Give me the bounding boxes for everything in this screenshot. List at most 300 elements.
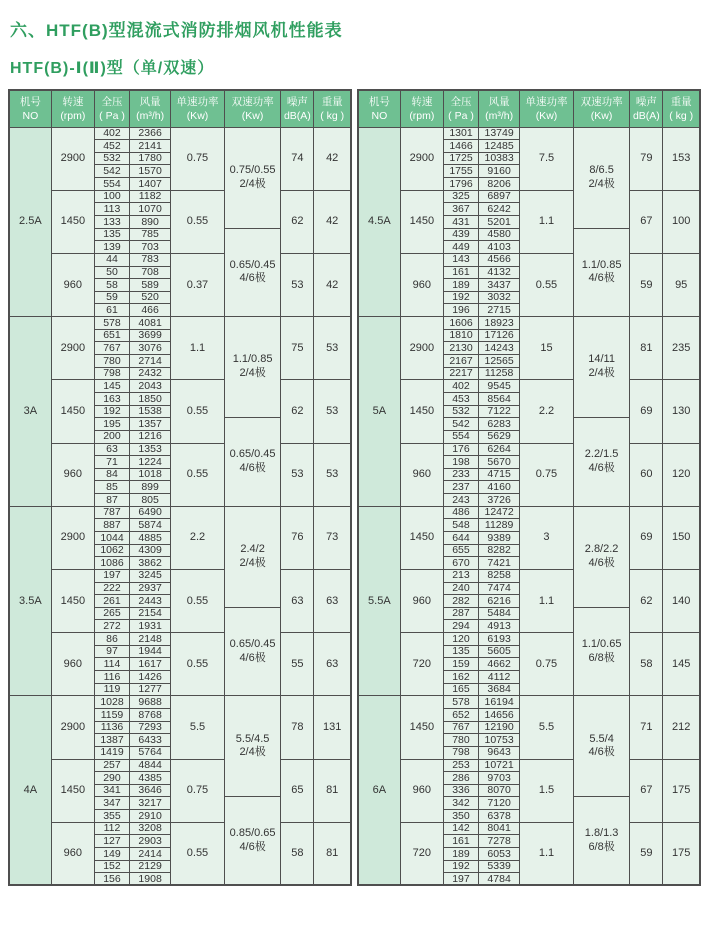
pressure-cell: 486 bbox=[443, 506, 478, 519]
volume-cell: 8206 bbox=[479, 178, 520, 191]
volume-cell: 16194 bbox=[479, 696, 520, 709]
dual-power-poles: 6/8极 bbox=[588, 651, 615, 664]
rpm-cell: 1450 bbox=[400, 380, 443, 443]
dual-power-kw: 0.65/0.45 bbox=[229, 448, 276, 461]
single-power-cell: 0.75 bbox=[520, 443, 574, 506]
dual-power-kw: 1.8/1.3 bbox=[584, 827, 619, 840]
model-cell: 3.5A bbox=[9, 506, 51, 696]
pressure-cell: 145 bbox=[94, 380, 129, 393]
dual-power-kw: 2.2/1.5 bbox=[584, 448, 619, 461]
dual-power-poles: 4/6极 bbox=[588, 746, 615, 759]
volume-cell: 7122 bbox=[479, 405, 520, 418]
dual-power-cell bbox=[224, 127, 281, 228]
pressure-cell: 1062 bbox=[94, 544, 129, 557]
weight-cell: 81 bbox=[314, 822, 351, 885]
noise-cell: 63 bbox=[281, 569, 314, 632]
volume-cell: 3076 bbox=[130, 342, 171, 355]
volume-cell: 2714 bbox=[130, 355, 171, 368]
single-power-cell: 2.2 bbox=[171, 506, 225, 569]
pressure-cell: 554 bbox=[443, 430, 478, 443]
volume-cell: 783 bbox=[130, 253, 171, 266]
volume-cell: 10721 bbox=[479, 759, 520, 772]
pressure-cell: 887 bbox=[94, 519, 129, 532]
noise-cell: 58 bbox=[281, 822, 314, 885]
model-cell: 4A bbox=[9, 696, 51, 886]
dual-power-kw: 0.75/0.55 bbox=[229, 163, 276, 176]
volume-cell: 7293 bbox=[130, 721, 171, 734]
pressure-cell: 261 bbox=[94, 595, 129, 608]
volume-cell: 2043 bbox=[130, 380, 171, 393]
pressure-cell: 2167 bbox=[443, 355, 478, 368]
noise-cell: 65 bbox=[281, 759, 314, 822]
rpm-cell: 2900 bbox=[51, 317, 94, 380]
pressure-cell: 159 bbox=[443, 658, 478, 671]
pressure-cell: 1136 bbox=[94, 721, 129, 734]
volume-cell: 4844 bbox=[130, 759, 171, 772]
pressure-cell: 644 bbox=[443, 532, 478, 545]
volume-cell: 11258 bbox=[479, 367, 520, 380]
volume-cell: 1538 bbox=[130, 405, 171, 418]
weight-cell: 130 bbox=[663, 380, 700, 443]
volume-cell: 8041 bbox=[479, 822, 520, 835]
volume-cell: 2432 bbox=[130, 367, 171, 380]
volume-cell: 14656 bbox=[479, 708, 520, 721]
col-header-noise-label: 噪声 bbox=[635, 95, 657, 108]
pressure-cell: 290 bbox=[94, 772, 129, 785]
noise-cell: 58 bbox=[630, 633, 663, 696]
col-header-weight bbox=[314, 90, 351, 127]
volume-cell: 4112 bbox=[479, 671, 520, 684]
single-power-cell: 0.55 bbox=[171, 380, 225, 443]
pressure-cell: 1301 bbox=[443, 127, 478, 140]
pressure-cell: 798 bbox=[443, 746, 478, 759]
col-header-model-unit: NO bbox=[371, 109, 388, 122]
rpm-cell: 1450 bbox=[400, 506, 443, 569]
weight-cell: 140 bbox=[663, 569, 700, 632]
pressure-cell: 161 bbox=[443, 266, 478, 279]
pressure-cell: 192 bbox=[94, 405, 129, 418]
pressure-cell: 196 bbox=[443, 304, 478, 317]
col-header-rpm bbox=[51, 90, 94, 127]
model-cell: 6A bbox=[358, 696, 400, 886]
pressure-cell: 554 bbox=[94, 178, 129, 191]
pressure-cell: 133 bbox=[94, 215, 129, 228]
pressure-cell: 127 bbox=[94, 835, 129, 848]
volume-cell: 2414 bbox=[130, 848, 171, 861]
col-header-pressure-unit: ( Pa ) bbox=[99, 109, 125, 122]
pressure-cell: 402 bbox=[443, 380, 478, 393]
volume-cell: 9643 bbox=[479, 746, 520, 759]
volume-cell: 1357 bbox=[130, 418, 171, 431]
volume-cell: 8258 bbox=[479, 569, 520, 582]
pressure-cell: 58 bbox=[94, 279, 129, 292]
single-power-cell: 0.55 bbox=[171, 190, 225, 253]
fan-performance-table-right bbox=[357, 89, 701, 886]
volume-cell: 1426 bbox=[130, 671, 171, 684]
weight-cell: 175 bbox=[663, 822, 700, 885]
volume-cell: 703 bbox=[130, 241, 171, 254]
volume-cell: 1908 bbox=[130, 873, 171, 886]
volume-cell: 2141 bbox=[130, 140, 171, 153]
pressure-cell: 143 bbox=[443, 253, 478, 266]
dual-power-poles: 4/6极 bbox=[239, 272, 266, 285]
volume-cell: 1224 bbox=[130, 456, 171, 469]
volume-cell: 466 bbox=[130, 304, 171, 317]
volume-cell: 5670 bbox=[479, 456, 520, 469]
rpm-cell: 2900 bbox=[51, 696, 94, 759]
noise-cell: 55 bbox=[281, 633, 314, 696]
noise-cell: 79 bbox=[630, 127, 663, 190]
volume-cell: 4715 bbox=[479, 468, 520, 481]
dual-power-poles: 6/8极 bbox=[588, 840, 615, 853]
pressure-cell: 452 bbox=[94, 140, 129, 153]
noise-cell: 62 bbox=[281, 380, 314, 443]
pressure-cell: 176 bbox=[443, 443, 478, 456]
pressure-cell: 1725 bbox=[443, 152, 478, 165]
col-header-single-power bbox=[171, 90, 225, 127]
weight-cell: 100 bbox=[663, 190, 700, 253]
weight-cell: 131 bbox=[314, 696, 351, 759]
performance-tables bbox=[8, 89, 701, 886]
pressure-cell: 542 bbox=[443, 418, 478, 431]
col-header-dual-power-label: 双速功率 bbox=[231, 95, 274, 108]
volume-cell: 14243 bbox=[479, 342, 520, 355]
rpm-cell: 2900 bbox=[51, 127, 94, 190]
page-title: 六、HTF(B)型混流式消防排烟风机性能表 bbox=[10, 21, 343, 40]
volume-cell: 10753 bbox=[479, 734, 520, 747]
col-header-single-power-unit: (Kw) bbox=[186, 109, 209, 122]
pressure-cell: 1810 bbox=[443, 329, 478, 342]
dual-power-cell bbox=[224, 696, 281, 797]
pressure-cell: 100 bbox=[94, 190, 129, 203]
volume-cell: 8282 bbox=[479, 544, 520, 557]
rpm-cell: 960 bbox=[51, 633, 94, 696]
rpm-cell: 1450 bbox=[400, 190, 443, 253]
volume-cell: 1850 bbox=[130, 392, 171, 405]
dual-power-cell bbox=[573, 228, 630, 316]
volume-cell: 3862 bbox=[130, 557, 171, 570]
rpm-cell: 960 bbox=[400, 443, 443, 506]
pressure-cell: 97 bbox=[94, 645, 129, 658]
pressure-cell: 670 bbox=[443, 557, 478, 570]
pressure-cell: 86 bbox=[94, 633, 129, 646]
single-power-cell: 0.55 bbox=[520, 253, 574, 316]
dual-power-poles: 2/4极 bbox=[239, 746, 266, 759]
volume-cell: 3726 bbox=[479, 494, 520, 507]
dual-power-kw: 0.65/0.45 bbox=[229, 637, 276, 650]
single-power-cell: 1.5 bbox=[520, 759, 574, 822]
volume-cell: 5764 bbox=[130, 746, 171, 759]
volume-cell: 3245 bbox=[130, 569, 171, 582]
noise-cell: 62 bbox=[281, 190, 314, 253]
volume-cell: 520 bbox=[130, 291, 171, 304]
pressure-cell: 342 bbox=[443, 797, 478, 810]
volume-cell: 6053 bbox=[479, 848, 520, 861]
col-header-volume-label: 风量 bbox=[488, 95, 510, 108]
single-power-cell: 0.75 bbox=[520, 633, 574, 696]
volume-cell: 9389 bbox=[479, 532, 520, 545]
rpm-cell: 1450 bbox=[51, 569, 94, 632]
weight-cell: 73 bbox=[314, 506, 351, 569]
page-subtitle: HTF(B)-Ⅰ(Ⅱ)型（单/双速） bbox=[10, 60, 215, 77]
volume-cell: 589 bbox=[130, 279, 171, 292]
single-power-cell: 5.5 bbox=[520, 696, 574, 759]
pressure-cell: 532 bbox=[443, 405, 478, 418]
single-power-cell: 0.75 bbox=[171, 127, 225, 190]
single-power-cell: 0.55 bbox=[171, 633, 225, 696]
volume-cell: 899 bbox=[130, 481, 171, 494]
volume-cell: 5201 bbox=[479, 215, 520, 228]
volume-cell: 7474 bbox=[479, 582, 520, 595]
volume-cell: 1931 bbox=[130, 620, 171, 633]
pressure-cell: 197 bbox=[94, 569, 129, 582]
noise-cell: 53 bbox=[281, 253, 314, 316]
volume-cell: 4385 bbox=[130, 772, 171, 785]
weight-cell: 42 bbox=[314, 253, 351, 316]
noise-cell: 60 bbox=[630, 443, 663, 506]
volume-cell: 6242 bbox=[479, 203, 520, 216]
noise-cell: 69 bbox=[630, 506, 663, 569]
pressure-cell: 114 bbox=[94, 658, 129, 671]
col-header-weight bbox=[663, 90, 700, 127]
pressure-cell: 192 bbox=[443, 291, 478, 304]
noise-cell: 62 bbox=[630, 569, 663, 632]
volume-cell: 3699 bbox=[130, 329, 171, 342]
weight-cell: 53 bbox=[314, 380, 351, 443]
dual-power-cell bbox=[224, 607, 281, 695]
volume-cell: 708 bbox=[130, 266, 171, 279]
volume-cell: 9688 bbox=[130, 696, 171, 709]
pressure-cell: 787 bbox=[94, 506, 129, 519]
col-header-volume bbox=[479, 90, 520, 127]
col-header-weight-label: 重量 bbox=[670, 95, 692, 108]
pressure-cell: 431 bbox=[443, 215, 478, 228]
volume-cell: 10383 bbox=[479, 152, 520, 165]
col-header-noise bbox=[281, 90, 314, 127]
rpm-cell: 2900 bbox=[400, 317, 443, 380]
weight-cell: 150 bbox=[663, 506, 700, 569]
weight-cell: 81 bbox=[314, 759, 351, 822]
weight-cell: 63 bbox=[314, 633, 351, 696]
dual-power-kw: 8/6.5 bbox=[589, 163, 614, 176]
dual-power-kw: 2.4/2 bbox=[240, 543, 265, 556]
pressure-cell: 139 bbox=[94, 241, 129, 254]
col-header-volume-label: 风量 bbox=[139, 95, 161, 108]
volume-cell: 7278 bbox=[479, 835, 520, 848]
col-header-pressure bbox=[94, 90, 129, 127]
weight-cell: 63 bbox=[314, 569, 351, 632]
pressure-cell: 367 bbox=[443, 203, 478, 216]
weight-cell: 53 bbox=[314, 443, 351, 506]
dual-power-poles: 2/4极 bbox=[239, 367, 266, 380]
col-header-rpm-unit: (rpm) bbox=[60, 109, 86, 122]
col-header-dual-power bbox=[573, 90, 630, 127]
volume-cell: 5484 bbox=[479, 607, 520, 620]
pressure-cell: 1606 bbox=[443, 317, 478, 330]
col-header-volume-unit: (m³/h) bbox=[485, 109, 514, 122]
rpm-cell: 2900 bbox=[400, 127, 443, 190]
pressure-cell: 116 bbox=[94, 671, 129, 684]
volume-cell: 6490 bbox=[130, 506, 171, 519]
volume-cell: 4132 bbox=[479, 266, 520, 279]
rpm-cell: 2900 bbox=[51, 506, 94, 569]
volume-cell: 7421 bbox=[479, 557, 520, 570]
dual-power-poles: 4/6极 bbox=[239, 461, 266, 474]
dual-power-poles: 4/6极 bbox=[588, 556, 615, 569]
pressure-cell: 1419 bbox=[94, 746, 129, 759]
dual-power-cell bbox=[224, 506, 281, 607]
volume-cell: 12485 bbox=[479, 140, 520, 153]
pressure-cell: 113 bbox=[94, 203, 129, 216]
noise-cell: 76 bbox=[281, 506, 314, 569]
weight-cell: 235 bbox=[663, 317, 700, 380]
model-cell: 4.5A bbox=[358, 127, 400, 317]
model-cell: 5.5A bbox=[358, 506, 400, 696]
pressure-cell: 44 bbox=[94, 253, 129, 266]
volume-cell: 2366 bbox=[130, 127, 171, 140]
dual-power-cell bbox=[573, 797, 630, 885]
volume-cell: 5874 bbox=[130, 519, 171, 532]
volume-cell: 3208 bbox=[130, 822, 171, 835]
noise-cell: 78 bbox=[281, 696, 314, 759]
pressure-cell: 2130 bbox=[443, 342, 478, 355]
volume-cell: 4580 bbox=[479, 228, 520, 241]
col-header-single-power-label: 单速功率 bbox=[176, 95, 219, 108]
dual-power-cell bbox=[573, 607, 630, 695]
pressure-cell: 272 bbox=[94, 620, 129, 633]
col-header-rpm-label: 转速 bbox=[411, 95, 433, 108]
volume-cell: 1617 bbox=[130, 658, 171, 671]
pressure-cell: 767 bbox=[94, 342, 129, 355]
volume-cell: 1570 bbox=[130, 165, 171, 178]
single-power-cell: 1.1 bbox=[171, 317, 225, 380]
dual-power-kw: 2.8/2.2 bbox=[584, 543, 619, 556]
pressure-cell: 294 bbox=[443, 620, 478, 633]
dual-power-kw: 1.1/0.85 bbox=[581, 258, 622, 271]
volume-cell: 4309 bbox=[130, 544, 171, 557]
weight-cell: 42 bbox=[314, 190, 351, 253]
pressure-cell: 532 bbox=[94, 152, 129, 165]
col-header-single-power-unit: (Kw) bbox=[535, 109, 558, 122]
volume-cell: 9703 bbox=[479, 772, 520, 785]
noise-cell: 69 bbox=[630, 380, 663, 443]
pressure-cell: 325 bbox=[443, 190, 478, 203]
single-power-cell: 1.1 bbox=[520, 190, 574, 253]
volume-cell: 7120 bbox=[479, 797, 520, 810]
col-header-model-label: 机号 bbox=[19, 95, 41, 108]
dual-power-cell bbox=[224, 228, 281, 316]
pressure-cell: 780 bbox=[443, 734, 478, 747]
volume-cell: 1070 bbox=[130, 203, 171, 216]
rpm-cell: 1450 bbox=[400, 696, 443, 759]
pressure-cell: 135 bbox=[443, 645, 478, 658]
dual-power-cell bbox=[573, 696, 630, 797]
dual-power-poles: 4/6极 bbox=[588, 272, 615, 285]
dual-power-poles: 2/4极 bbox=[239, 177, 266, 190]
pressure-cell: 112 bbox=[94, 822, 129, 835]
rpm-cell: 720 bbox=[400, 633, 443, 696]
col-header-noise-label: 噪声 bbox=[286, 95, 308, 108]
volume-cell: 4566 bbox=[479, 253, 520, 266]
dual-power-cell bbox=[573, 317, 630, 418]
volume-cell: 6283 bbox=[479, 418, 520, 431]
noise-cell: 67 bbox=[630, 190, 663, 253]
single-power-cell: 0.55 bbox=[171, 443, 225, 506]
volume-cell: 4160 bbox=[479, 481, 520, 494]
col-header-model-label: 机号 bbox=[368, 95, 390, 108]
single-power-cell: 2.2 bbox=[520, 380, 574, 443]
volume-cell: 5339 bbox=[479, 860, 520, 873]
volume-cell: 2715 bbox=[479, 304, 520, 317]
pressure-cell: 767 bbox=[443, 721, 478, 734]
pressure-cell: 61 bbox=[94, 304, 129, 317]
col-header-model-unit: NO bbox=[22, 109, 39, 122]
volume-cell: 2910 bbox=[130, 810, 171, 823]
volume-cell: 3646 bbox=[130, 784, 171, 797]
volume-cell: 5605 bbox=[479, 645, 520, 658]
col-header-dual-power bbox=[224, 90, 281, 127]
volume-cell: 3684 bbox=[479, 683, 520, 696]
pressure-cell: 1028 bbox=[94, 696, 129, 709]
pressure-cell: 71 bbox=[94, 456, 129, 469]
pressure-cell: 780 bbox=[94, 355, 129, 368]
col-header-pressure bbox=[443, 90, 478, 127]
pressure-cell: 1159 bbox=[94, 708, 129, 721]
volume-cell: 1277 bbox=[130, 683, 171, 696]
weight-cell: 145 bbox=[663, 633, 700, 696]
col-header-pressure-label: 全压 bbox=[101, 95, 123, 108]
pressure-cell: 50 bbox=[94, 266, 129, 279]
rpm-cell: 960 bbox=[400, 759, 443, 822]
single-power-cell: 5.5 bbox=[171, 696, 225, 759]
pressure-cell: 449 bbox=[443, 241, 478, 254]
weight-cell: 42 bbox=[314, 127, 351, 190]
pressure-cell: 257 bbox=[94, 759, 129, 772]
col-header-dual-power-unit: (Kw) bbox=[241, 109, 264, 122]
volume-cell: 3217 bbox=[130, 797, 171, 810]
weight-cell: 53 bbox=[314, 317, 351, 380]
volume-cell: 2443 bbox=[130, 595, 171, 608]
dual-power-poles: 2/4极 bbox=[588, 367, 615, 380]
volume-cell: 6264 bbox=[479, 443, 520, 456]
model-cell: 5A bbox=[358, 317, 400, 507]
pressure-cell: 161 bbox=[443, 835, 478, 848]
dual-power-kw: 1.1/0.65 bbox=[581, 637, 622, 650]
dual-power-cell bbox=[224, 418, 281, 506]
pressure-cell: 542 bbox=[94, 165, 129, 178]
volume-cell: 2148 bbox=[130, 633, 171, 646]
pressure-cell: 156 bbox=[94, 873, 129, 886]
pressure-cell: 651 bbox=[94, 329, 129, 342]
volume-cell: 1353 bbox=[130, 443, 171, 456]
col-header-pressure-unit: ( Pa ) bbox=[448, 109, 474, 122]
pressure-cell: 197 bbox=[443, 873, 478, 886]
pressure-cell: 578 bbox=[443, 696, 478, 709]
volume-cell: 2903 bbox=[130, 835, 171, 848]
volume-cell: 4913 bbox=[479, 620, 520, 633]
col-header-rpm-label: 转速 bbox=[62, 95, 84, 108]
noise-cell: 59 bbox=[630, 253, 663, 316]
noise-cell: 75 bbox=[281, 317, 314, 380]
volume-cell: 18923 bbox=[479, 317, 520, 330]
pressure-cell: 1387 bbox=[94, 734, 129, 747]
col-header-rpm-unit: (rpm) bbox=[409, 109, 435, 122]
noise-cell: 74 bbox=[281, 127, 314, 190]
pressure-cell: 165 bbox=[443, 683, 478, 696]
volume-cell: 1216 bbox=[130, 430, 171, 443]
volume-cell: 9160 bbox=[479, 165, 520, 178]
volume-cell: 4662 bbox=[479, 658, 520, 671]
